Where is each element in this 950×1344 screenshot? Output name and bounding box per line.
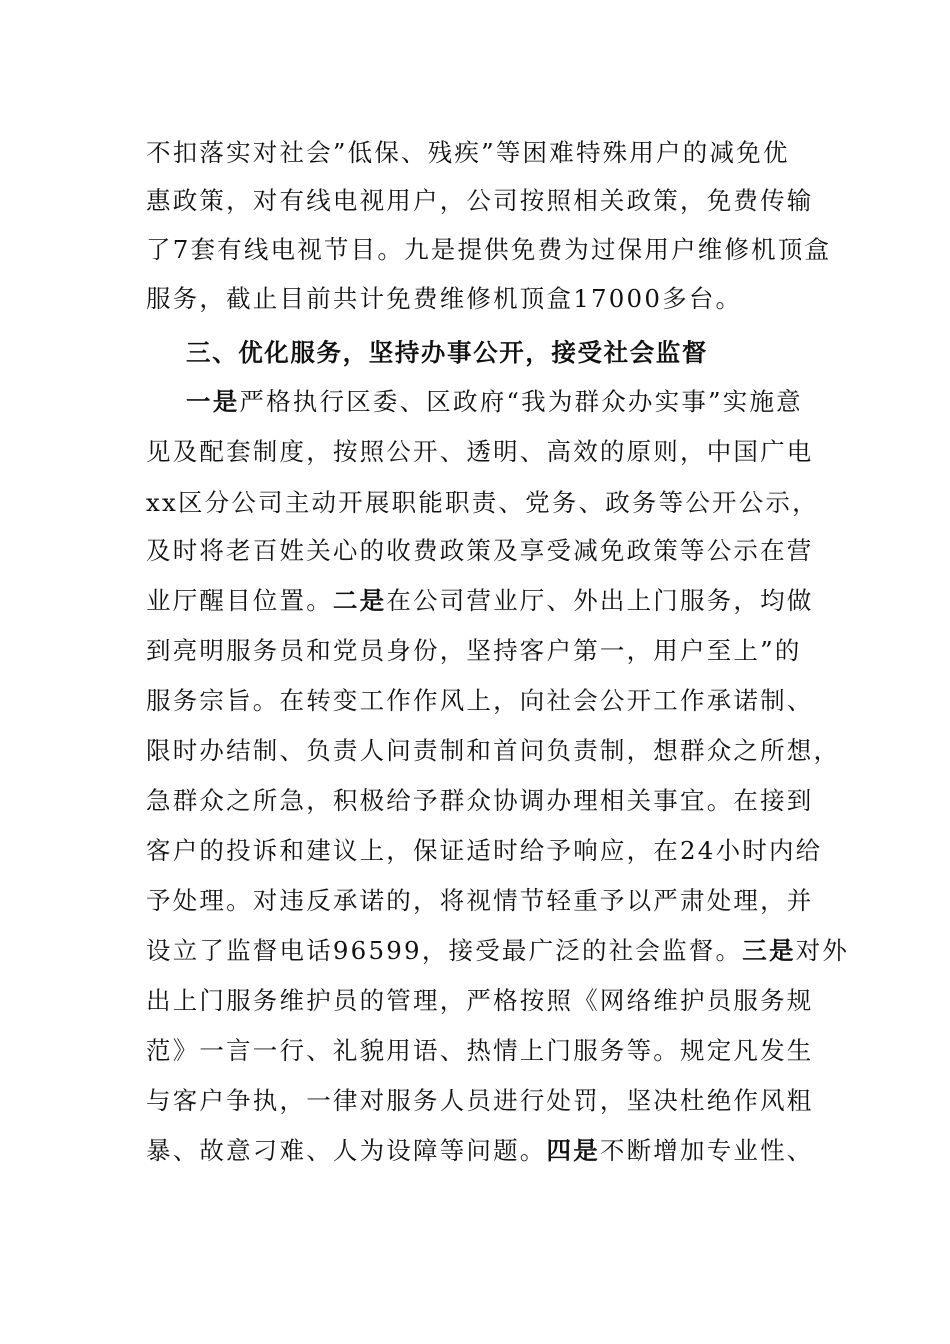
- lead-marker: 一是: [186, 387, 240, 416]
- paragraph-line: 及时将老百姓关心的收费政策及享受减免政策等公示在营: [146, 536, 814, 565]
- line-text: 不断增加专业性、: [599, 1136, 814, 1165]
- paragraph-line: 到亮明服务员和党员身份，坚持客户第一，用户至上”的: [146, 636, 802, 665]
- line-text: 严格执行区委、区政府“我为群众办实事”实施意: [239, 387, 803, 416]
- paragraph-line: 与客户争执，一律对服务人员进行处罚，坚决杜绝作风粗: [146, 1086, 814, 1115]
- paragraph-line: 惠政策，对有线电视用户，公司按照相关政策，免费传输: [146, 186, 814, 215]
- lead-marker: 二是: [332, 586, 387, 615]
- paragraph-line: [186, 385, 803, 419]
- paragraph-line: 了7套有线电视节目。九是提供免费为过保用户维修机顶盒: [146, 235, 832, 264]
- line-text: 设立了监督电话96599，接受最广泛的社会监督。: [146, 936, 743, 965]
- paragraph-line: [146, 584, 814, 618]
- line-text: 对外: [795, 936, 850, 965]
- paragraph-line: 急群众之所急，积极给予群众协调办理相关事宜。在接到: [146, 786, 814, 815]
- paragraph-line: 见及配套制度，按照公开、透明、高效的原则，中国广电: [146, 437, 814, 466]
- paragraph-line: 服务，截止目前共计免费维修机顶盒17000多台。: [146, 284, 743, 313]
- paragraph-line: 限时办结制、负责人问责制和首问负责制，想群众之所想，: [146, 736, 841, 765]
- paragraph-line: 予处理。对违反承诺的，将视情节轻重予以严肃处理，并: [146, 886, 814, 915]
- paragraph-line: 服务宗旨。在转变工作作风上，向社会公开工作承诺制、: [146, 686, 814, 715]
- paragraph-line: [146, 934, 849, 968]
- paragraph-line: 不扣落实对社会”低保、残疾”等困难特殊用户的减免优: [146, 138, 790, 167]
- paragraph-line: 出上门服务维护员的管理，严格按照《网络维护员服务规: [146, 986, 814, 1015]
- paragraph-line: xx区分公司主动开展职能职责、党务、政务等公开公示，: [146, 488, 819, 517]
- paragraph-line: [146, 1134, 814, 1168]
- line-text: 暴、故意刁难、人为设障等问题。: [146, 1136, 547, 1165]
- lead-marker: 四是: [546, 1136, 600, 1165]
- paragraph-line: 客户的投诉和建议上，保证适时给予响应，在24小时内给: [146, 836, 823, 865]
- line-text: 在公司营业厅、外出上门服务，均做: [386, 586, 814, 615]
- lead-marker: 三是: [742, 936, 796, 965]
- line-text: 业厅醒目位置。: [146, 586, 333, 615]
- section-heading: 三、优化服务，坚持办事公开，接受社会监督: [186, 338, 708, 367]
- paragraph-line: 范》一言一行、礼貌用语、热情上门服务等。规定凡发生: [146, 1036, 814, 1065]
